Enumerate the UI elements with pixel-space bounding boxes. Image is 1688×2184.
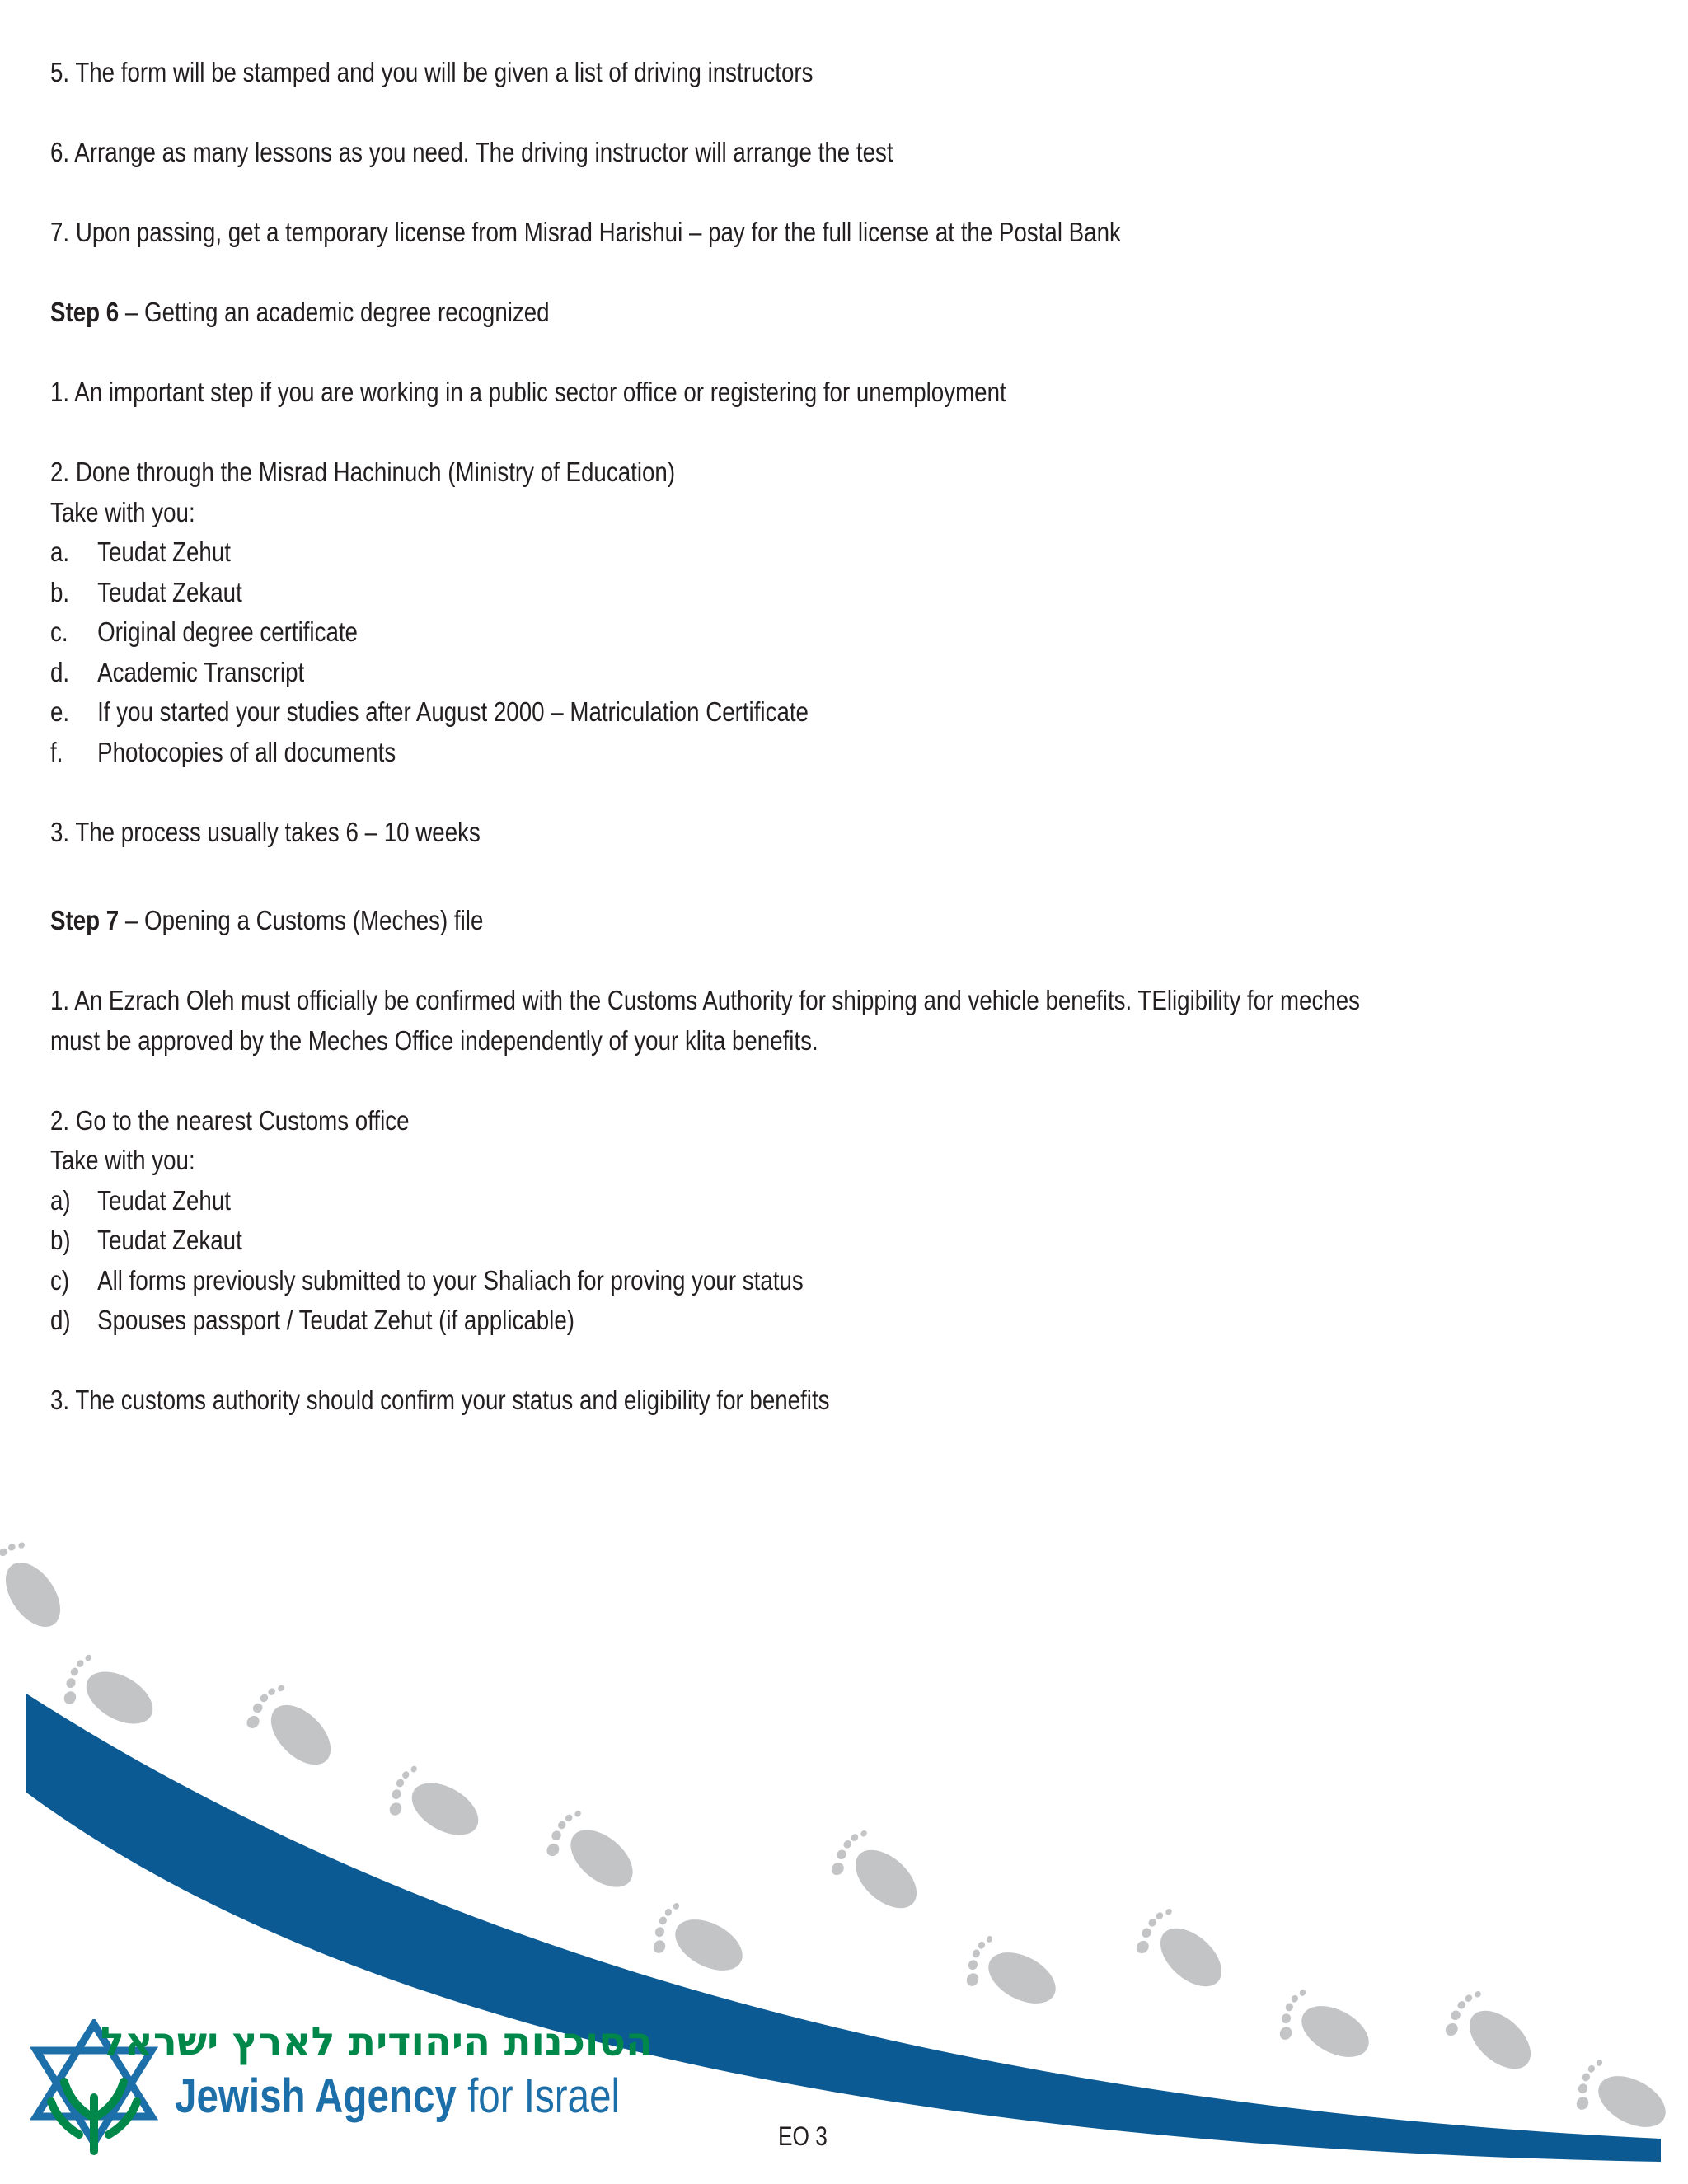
list-marker: f. xyxy=(50,736,63,767)
list-item xyxy=(50,653,1227,693)
list-marker: b. xyxy=(50,576,70,607)
footprint xyxy=(382,1762,488,1854)
list-marker: d. xyxy=(50,656,70,687)
list-text: Original degree certificate xyxy=(97,616,358,647)
step-label: Step 7 xyxy=(50,905,120,935)
list-item: 3. The process usually takes 6 – 10 weeks xyxy=(50,816,481,847)
list-item xyxy=(50,1261,1227,1301)
page-number: EO 3 xyxy=(778,2121,828,2151)
logo-english-text xyxy=(175,2069,620,2124)
logo-english-bold: Jewish Agency xyxy=(175,2069,457,2123)
step-7-heading xyxy=(50,901,1227,941)
list-marker: d) xyxy=(50,1305,71,1335)
list-item-continuation: must be approved by the Meches Office independently of your klita benefits. xyxy=(50,1024,818,1056)
take-with-label: Take with you: xyxy=(50,496,195,527)
list-marker: c) xyxy=(50,1264,70,1296)
list-item xyxy=(50,733,1227,773)
list-text: Teudat Zehut xyxy=(97,1184,231,1216)
list-text: Academic Transcript xyxy=(97,656,305,687)
list-text: Teudat Zekaut xyxy=(97,1225,242,1255)
list-marker: c. xyxy=(50,616,68,647)
list-marker: a) xyxy=(50,1184,71,1216)
list-item: 3. The customs authority should confirm your status and eligibility for benefits xyxy=(50,1385,830,1415)
list-text: Spouses passport / Teudat Zehut (if applicable) xyxy=(97,1305,574,1335)
list-item xyxy=(50,573,1227,613)
document-list xyxy=(50,1181,1227,1341)
list-item: 7. Upon passing, get a temporary license from Misrad Harishui – pay for the full license at the Postal Bank xyxy=(50,217,1121,247)
footprint xyxy=(239,1680,342,1783)
list-marker: e. xyxy=(50,696,70,727)
list-item xyxy=(50,612,1227,653)
list-item: 2. Done through the Misrad Hachinuch (Ministry of Education) xyxy=(50,457,676,487)
list-text: Teudat Zekaut xyxy=(97,576,242,607)
footprint xyxy=(1568,2055,1675,2146)
list-text: Photocopies of all documents xyxy=(97,736,396,767)
list-item xyxy=(50,1181,1227,1221)
footprint xyxy=(0,1536,72,1643)
list-item: 6. Arrange as many lessons as you need. The driving instructor will arrange the test xyxy=(50,137,893,167)
step-title: – Opening a Customs (Meches) file xyxy=(119,905,484,935)
list-item: 5. The form will be stamped and you will be given a list of driving instructors xyxy=(50,57,814,87)
step-label: Step 6 xyxy=(50,297,120,327)
footprint xyxy=(645,1899,752,1990)
list-item: 1. An important step if you are working in a public sector office or registering for unemployment xyxy=(50,377,1006,407)
footprint xyxy=(959,1932,1065,2022)
footprint xyxy=(1272,1985,1378,2076)
document-list xyxy=(50,532,1227,772)
list-text: Teudat Zehut xyxy=(97,537,231,567)
list-text: All forms previously submitted to your Shaliach for proving your status xyxy=(97,1264,804,1296)
footprint xyxy=(1437,1986,1541,2088)
list-item xyxy=(50,692,1227,733)
step-title: – Getting an academic degree recognized xyxy=(119,297,550,327)
list-item xyxy=(50,532,1227,573)
take-with-label: Take with you: xyxy=(50,1145,195,1175)
logo-hebrew-text: הסוכנות היהודית לארץ ישראל xyxy=(100,2019,653,2065)
list-marker: b) xyxy=(50,1225,71,1255)
footprint xyxy=(539,1806,644,1905)
list-item: 1. An Ezrach Oleh must officially be confirmed with the Customs Authority for shipping and vehicle benefits. TEligibility for meches xyxy=(50,985,1361,1015)
list-text: If you started your studies after August 2000 – Matriculation Certificate xyxy=(97,696,809,727)
jewish-agency-logo xyxy=(28,2019,654,2168)
document-body xyxy=(50,53,1361,1421)
list-item xyxy=(50,1301,1227,1341)
footprint xyxy=(823,1825,927,1927)
logo-english-rest: for Israel xyxy=(456,2069,621,2123)
list-item xyxy=(50,1221,1227,1261)
list-item: 2. Go to the nearest Customs office xyxy=(50,1104,410,1136)
footprint xyxy=(1128,1904,1232,2005)
step-6-heading xyxy=(50,293,1227,333)
list-marker: a. xyxy=(50,537,70,567)
